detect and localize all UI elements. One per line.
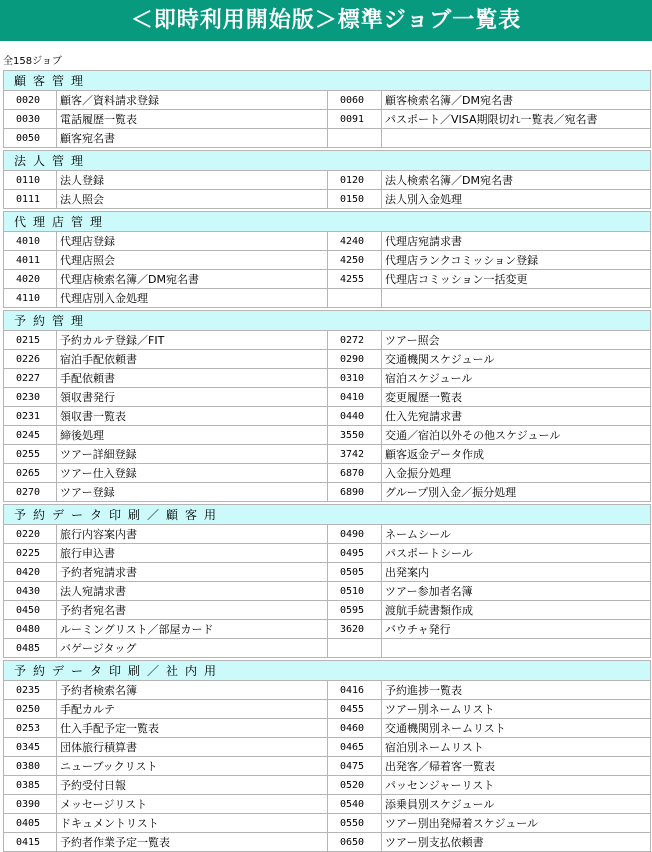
job-name-right: パスポート／VISA期限切れ一覧表／宛名書 [382,110,651,129]
job-code-left: 0265 [4,464,57,483]
job-name-left: 代理店照会 [57,251,328,270]
job-name-left: ドキュメントリスト [57,814,328,833]
job-name-left: 手配依頼書 [57,369,328,388]
job-name-right: 交通機関別ネームリスト [382,719,651,738]
job-name-right: 出発案内 [382,563,651,582]
job-name-right: ツアー別支払依頼書 [382,833,651,852]
job-name-left: 顧客／資料請求登録 [57,91,328,110]
job-code-left: 0450 [4,601,57,620]
job-name-left: 領収書発行 [57,388,328,407]
job-code-left: 0020 [4,91,57,110]
job-code-left: 4010 [4,232,57,251]
table-row [4,525,651,544]
table-row [4,776,651,795]
job-code-right [328,289,382,308]
table-row [4,738,651,757]
job-name-left: 予約者作業予定一覧表 [57,833,328,852]
table-row [4,681,651,700]
job-name-right: 宿泊スケジュール [382,369,651,388]
job-name-right: 渡航手続書類作成 [382,601,651,620]
job-code-left: 0420 [4,563,57,582]
job-name-right: グループ別入金／振分処理 [382,483,651,502]
job-code-right: 0060 [328,91,382,110]
job-code-left: 0345 [4,738,57,757]
job-name-left: 代理店検索名簿／DM宛名書 [57,270,328,289]
job-code-right: 0475 [328,757,382,776]
job-name-right: パッセンジャーリスト [382,776,651,795]
table-row [4,171,651,190]
job-name-right: ツアー別出発帰着スケジュール [382,814,651,833]
job-name-right: 法人別入金処理 [382,190,651,209]
job-name-right: 代理店宛請求書 [382,232,651,251]
job-name-right: 予約進捗一覧表 [382,681,651,700]
table-row [4,270,651,289]
section-title: 顧客管理 [4,71,651,91]
job-code-right: 0520 [328,776,382,795]
job-name-right: ツアー別ネームリスト [382,700,651,719]
job-name-left: 締後処理 [57,426,328,445]
table-row [4,388,651,407]
table-row [4,251,651,270]
job-code-left: 0250 [4,700,57,719]
job-code-left: 0255 [4,445,57,464]
table-row [4,464,651,483]
job-code-left: 4110 [4,289,57,308]
job-name-right: 顧客返金データ作成 [382,445,651,464]
job-name-left: 手配カルテ [57,700,328,719]
job-name-left: 宿泊手配依頼書 [57,350,328,369]
job-code-right: 0550 [328,814,382,833]
job-table [3,70,651,852]
job-code-left: 0245 [4,426,57,445]
job-code-left: 0231 [4,407,57,426]
job-name-right: 仕入先宛請求書 [382,407,651,426]
section-header [4,71,651,91]
job-code-left: 0220 [4,525,57,544]
job-name-left: 予約受付日報 [57,776,328,795]
job-code-left: 0215 [4,331,57,350]
table-row [4,91,651,110]
job-code-left: 0227 [4,369,57,388]
job-code-right [328,639,382,658]
job-code-left: 0480 [4,620,57,639]
job-code-left: 0235 [4,681,57,700]
job-name-left: ツアー仕入登録 [57,464,328,483]
job-name-left: 代理店登録 [57,232,328,251]
job-code-left: 0405 [4,814,57,833]
job-code-right: 0595 [328,601,382,620]
job-code-right [328,129,382,148]
job-name-left: 予約カルテ登録／FIT [57,331,328,350]
table-row [4,445,651,464]
job-code-right: 3742 [328,445,382,464]
job-name-left: バゲージタッグ [57,639,328,658]
job-name-left: 予約者宛請求書 [57,563,328,582]
table-row [4,110,651,129]
job-code-right: 0410 [328,388,382,407]
section-header [4,151,651,171]
job-code-right: 0460 [328,719,382,738]
job-code-left: 0390 [4,795,57,814]
table-row [4,582,651,601]
job-name-right: パスポートシール [382,544,651,563]
job-code-left: 0110 [4,171,57,190]
job-name-right [382,639,651,658]
job-name-left: 代理店別入金処理 [57,289,328,308]
job-name-right [382,129,651,148]
job-code-right: 0490 [328,525,382,544]
job-code-right: 0465 [328,738,382,757]
job-code-left: 4011 [4,251,57,270]
job-code-left: 0225 [4,544,57,563]
job-code-right: 4250 [328,251,382,270]
job-code-right: 0440 [328,407,382,426]
section-title: 代理店管理 [4,212,651,232]
job-code-left: 0230 [4,388,57,407]
table-row [4,232,651,251]
job-name-right: 宿泊別ネームリスト [382,738,651,757]
job-code-left: 0253 [4,719,57,738]
job-code-left: 0270 [4,483,57,502]
table-row [4,757,651,776]
job-name-left: 仕入手配予定一覧表 [57,719,328,738]
job-code-left: 0030 [4,110,57,129]
job-name-right: 入金振分処理 [382,464,651,483]
job-code-right: 0455 [328,700,382,719]
job-code-right: 4240 [328,232,382,251]
job-code-right: 0272 [328,331,382,350]
job-name-right: 交通／宿泊以外その他スケジュール [382,426,651,445]
job-code-left: 0111 [4,190,57,209]
job-code-right: 0416 [328,681,382,700]
job-code-right: 0540 [328,795,382,814]
section-header [4,212,651,232]
job-name-right: 添乗員別スケジュール [382,795,651,814]
job-code-right: 0150 [328,190,382,209]
job-name-left: メッセージリスト [57,795,328,814]
job-name-right: 交通機関スケジュール [382,350,651,369]
section-header [4,505,651,525]
job-name-left: 予約者検索名簿 [57,681,328,700]
section-title: 予約データ印刷／顧客用 [4,505,651,525]
job-code-left: 0226 [4,350,57,369]
table-row [4,289,651,308]
job-code-right: 0650 [328,833,382,852]
table-row [4,129,651,148]
page-title: ＜即時利用開始版＞標準ジョブ一覧表 [0,0,652,41]
table-row [4,719,651,738]
job-name-left: ツアー登録 [57,483,328,502]
table-row [4,639,651,658]
job-code-right: 0120 [328,171,382,190]
job-name-right: バウチャ発行 [382,620,651,639]
table-row [4,795,651,814]
section-header [4,311,651,331]
table-row [4,814,651,833]
job-code-right: 0091 [328,110,382,129]
job-name-left: ニューブックリスト [57,757,328,776]
job-code-right: 0495 [328,544,382,563]
table-row [4,483,651,502]
table-row [4,190,651,209]
job-code-right: 3620 [328,620,382,639]
job-name-left: 領収書一覧表 [57,407,328,426]
job-name-right: 顧客検索名簿／DM宛名書 [382,91,651,110]
table-row [4,620,651,639]
job-name-left: 団体旅行積算書 [57,738,328,757]
table-row [4,601,651,620]
job-code-left: 0050 [4,129,57,148]
job-name-left: 予約者宛名書 [57,601,328,620]
job-name-right: 法人検索名簿／DM宛名書 [382,171,651,190]
job-code-right: 0290 [328,350,382,369]
job-code-right: 0310 [328,369,382,388]
job-name-left: ルーミングリスト／部屋カード [57,620,328,639]
table-row [4,350,651,369]
job-code-left: 0415 [4,833,57,852]
table-row [4,563,651,582]
job-name-right: 代理店ランクコミッション登録 [382,251,651,270]
table-row [4,331,651,350]
job-name-right: ネームシール [382,525,651,544]
job-count: 全158ジョブ [3,56,62,67]
job-code-right: 6870 [328,464,382,483]
job-code-left: 0485 [4,639,57,658]
table-row [4,544,651,563]
job-name-right: 出発客／帰着客一覧表 [382,757,651,776]
job-name-left: 旅行申込書 [57,544,328,563]
job-code-left: 4020 [4,270,57,289]
section-header [4,661,651,681]
job-code-left: 0430 [4,582,57,601]
job-name-left: 法人宛請求書 [57,582,328,601]
job-name-left: ツアー詳細登録 [57,445,328,464]
job-code-right: 6890 [328,483,382,502]
job-name-left: 顧客宛名書 [57,129,328,148]
job-name-right: ツアー参加者名簿 [382,582,651,601]
job-code-right: 0505 [328,563,382,582]
section-title: 予約管理 [4,311,651,331]
job-code-right: 0510 [328,582,382,601]
job-name-left: 電話履歴一覧表 [57,110,328,129]
job-name-left: 法人登録 [57,171,328,190]
job-name-right: 代理店コミッション一括変更 [382,270,651,289]
section-title: 予約データ印刷／社内用 [4,661,651,681]
table-row [4,369,651,388]
job-code-right: 4255 [328,270,382,289]
section-title: 法人管理 [4,151,651,171]
job-name-left: 法人照会 [57,190,328,209]
table-row [4,407,651,426]
job-name-right [382,289,651,308]
job-code-left: 0380 [4,757,57,776]
job-name-left: 旅行内容案内書 [57,525,328,544]
job-name-right: 変更履歴一覧表 [382,388,651,407]
job-name-right: ツアー照会 [382,331,651,350]
table-row [4,700,651,719]
job-list [3,70,650,852]
job-code-left: 0385 [4,776,57,795]
table-row [4,426,651,445]
job-code-right: 3550 [328,426,382,445]
